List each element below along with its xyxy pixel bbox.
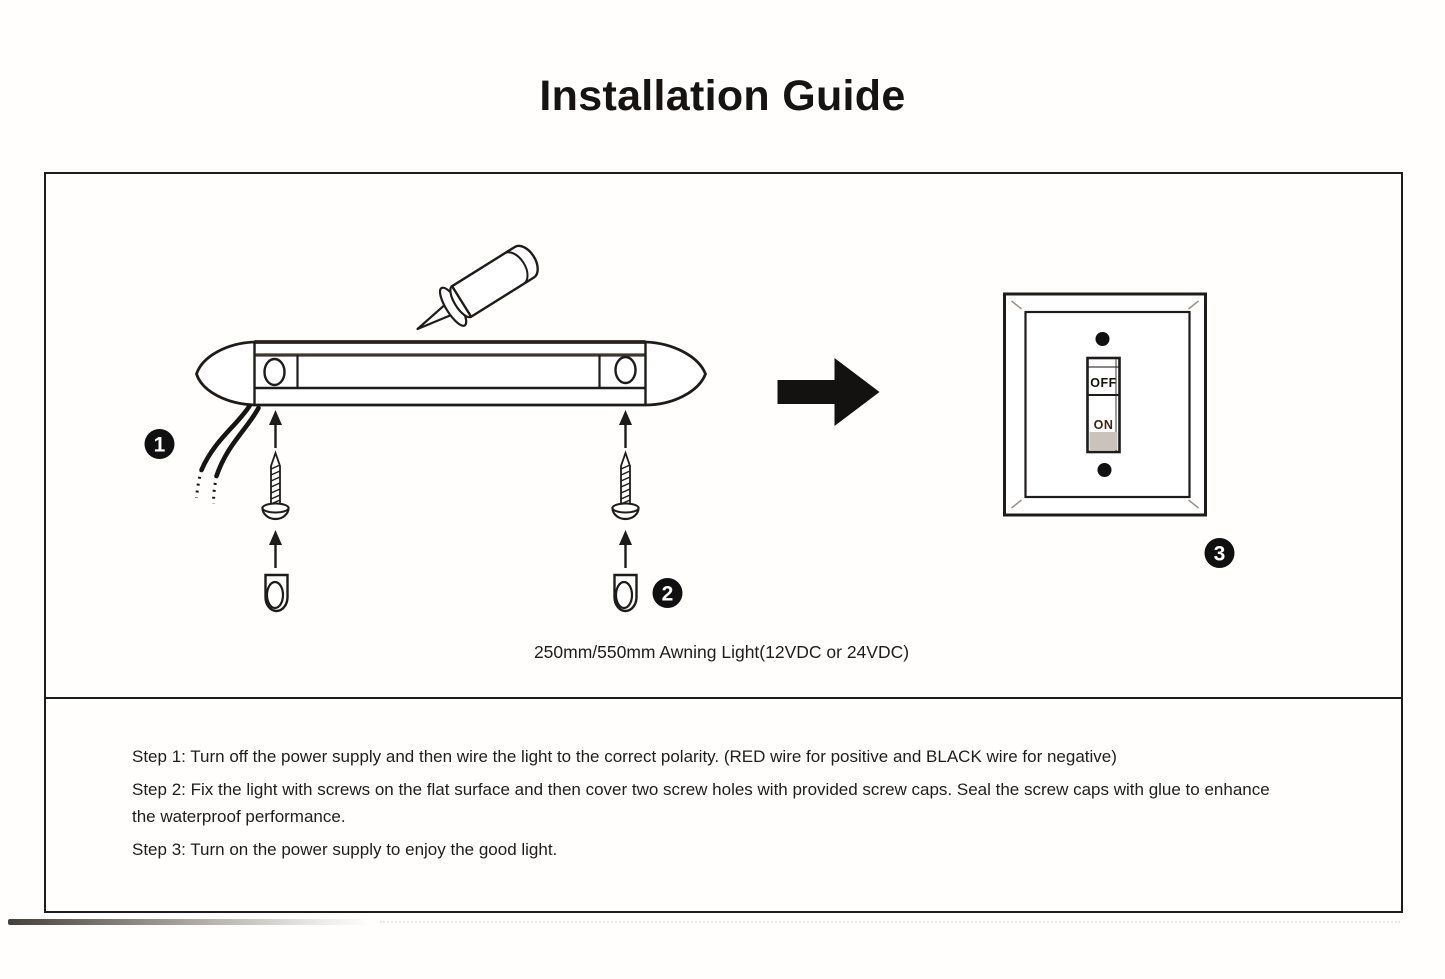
screw-icon <box>263 453 289 519</box>
screw-hole-right <box>616 357 636 383</box>
switch-rocker <box>1088 358 1120 452</box>
installation-diagram <box>46 174 1401 697</box>
scan-artifact-dots <box>380 921 1400 923</box>
up-arrow-icon <box>619 410 632 448</box>
step-3-text: Step 3: Turn on the power supply to enjoy the good light. <box>132 840 558 859</box>
steps-panel <box>46 697 1401 911</box>
glue-tube-icon <box>406 238 545 348</box>
wall-switch-drawing <box>1005 294 1206 515</box>
switch-screw-dot-top <box>1096 332 1110 346</box>
step-marker-1 <box>145 429 175 459</box>
screw-cap-icon <box>615 575 637 611</box>
step-1-text: Step 1: Turn off the power supply and then wire the light to the correct polarity. (RED wire for positive and BLACK wire for negative) <box>132 747 1117 766</box>
switch-on-label: ON <box>1093 418 1114 432</box>
step-marker-3 <box>1205 538 1235 568</box>
up-arrow-icon <box>269 530 282 568</box>
switch-screw-dot-bottom <box>1098 463 1112 477</box>
step-marker-2 <box>653 578 683 608</box>
diagram-panel <box>46 174 1401 697</box>
marker-2-label: 2 <box>661 582 674 606</box>
switch-off-label: OFF <box>1090 376 1117 390</box>
up-arrow-icon <box>269 410 282 448</box>
right-arrow-icon <box>778 358 880 426</box>
scan-artifact-smudge <box>8 919 370 925</box>
screw-hole-left <box>265 359 285 385</box>
step-2-text: Step 2: Fix the light with screws on the flat surface and then cover two screw holes with provided screw caps. Seal the screw caps with glue to enhance the waterproof performance. <box>132 780 1270 826</box>
page-title: Installation Guide <box>539 72 906 120</box>
guide-box <box>44 172 1403 913</box>
marker-1-label: 1 <box>153 433 166 457</box>
screw-cap-icon <box>266 575 288 611</box>
diagram-caption: 250mm/550mm Awning Light(12VDC or 24VDC) <box>533 642 910 662</box>
screw-icon <box>613 453 639 519</box>
power-wires <box>197 406 259 504</box>
marker-3-label: 3 <box>1213 542 1226 566</box>
up-arrow-icon <box>619 530 632 568</box>
